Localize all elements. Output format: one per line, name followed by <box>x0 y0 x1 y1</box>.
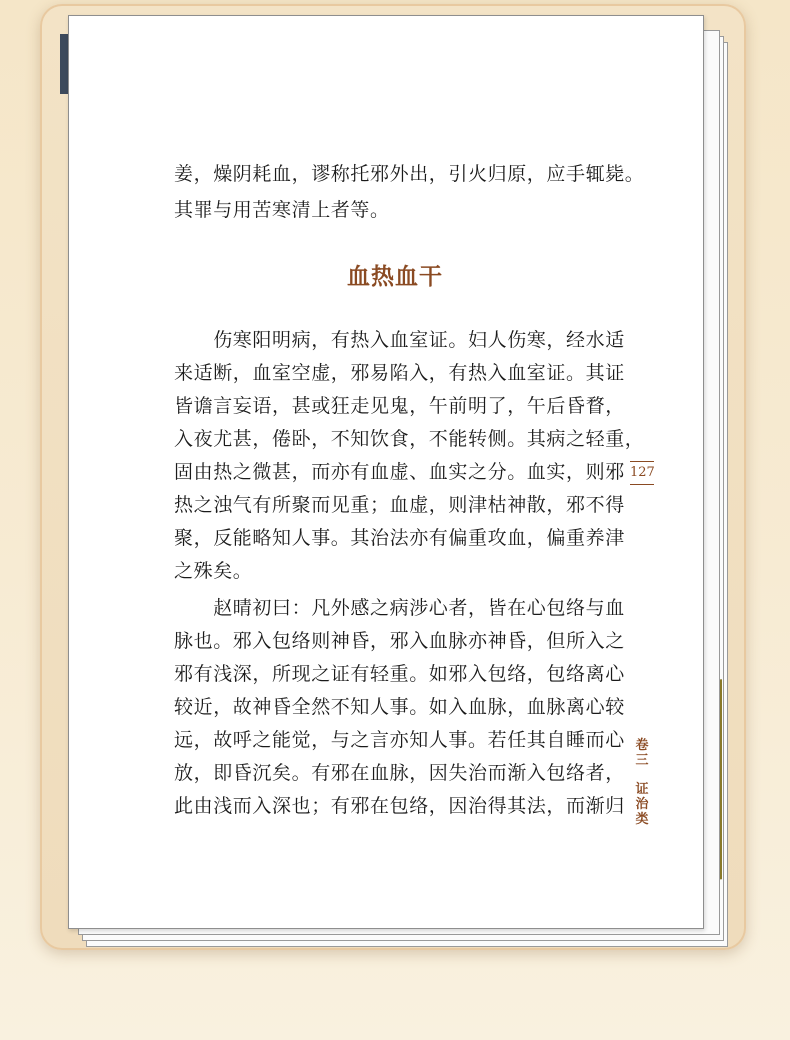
running-head-char: 类 <box>635 812 649 827</box>
running-head-char: 卷 <box>635 738 649 753</box>
text-line: 放，即昏沉矣。有邪在血脉，因失治而渐入包络者， <box>174 762 625 784</box>
text-line: 赵晴初曰：凡外感之病涉心者，皆在心包络与血 <box>174 597 625 619</box>
running-head-char: 三 <box>635 753 649 768</box>
page-number: 127 <box>630 461 654 485</box>
text-line: 来适断，血室空虚，邪易陷入，有热入血室证。其证 <box>174 362 625 384</box>
running-head-char: 证 <box>635 782 649 797</box>
text-line: 姜，燥阴耗血，谬称托邪外出，引火归原，应手辄毙。 <box>174 163 645 185</box>
text-line: 入夜尤甚，倦卧，不知饮食，不能转侧。其病之轻重， <box>174 428 645 450</box>
text-line: 伤寒阳明病，有热入血室证。妇人伤寒，经水适 <box>174 329 625 351</box>
text-line: 较近，故神昏全然不知人事。如入血脉，血脉离心较 <box>174 696 625 718</box>
text-line: 此由浅而入深也；有邪在包络，因治得其法，而渐归 <box>174 795 625 817</box>
text-line: 远，故呼之能觉，与之言亦知人事。若任其自睡而心 <box>174 729 625 751</box>
section-title: 血热血干 <box>347 263 443 290</box>
running-head-char: 治 <box>635 797 649 812</box>
text-line: 其罪与用苦寒清上者等。 <box>174 199 390 221</box>
running-head <box>632 738 652 827</box>
text-line: 之殊矣。 <box>174 560 253 582</box>
running-head-gap <box>632 768 652 782</box>
text-line: 皆谵言妄语，甚或狂走见鬼，午前明了，午后昏瞀， <box>174 395 625 417</box>
text-line: 热之浊气有所聚而见重；血虚，则津枯神散，邪不得 <box>174 494 625 516</box>
text-line: 邪有浅深，所现之证有轻重。如邪入包络，包络离心 <box>174 663 625 685</box>
text-line: 聚，反能略知人事。其治法亦有偏重攻血，偏重养津 <box>174 527 625 549</box>
text-line: 脉也。邪入包络则神昏，邪入血脉亦神昏，但所入之 <box>174 630 625 652</box>
text-line: 固由热之微甚，而亦有血虚、血实之分。血实，则邪 <box>174 461 625 483</box>
